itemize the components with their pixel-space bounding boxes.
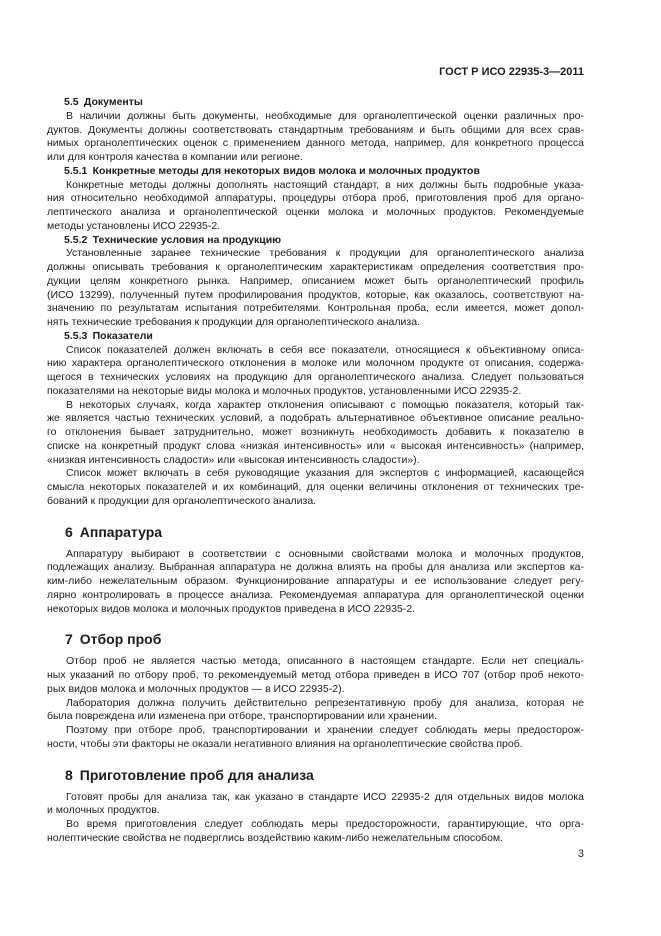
paragraph: [47, 818, 584, 846]
paragraph-line: Конкретные методы должны дополнять настоящий стандарт, в них должны быть подробные указа-: [66, 178, 584, 191]
paragraph-line: нять технические требования к продукции для органолептического анализа.: [47, 316, 420, 328]
paragraph-line: лептического анализа и органолептической оценки молока и молочных продуктов. Рекомендуемые: [47, 206, 584, 218]
paragraph-line: Во время приготовления следует соблюдать меры предосторожности, гарантирующие, что орга-: [66, 818, 584, 830]
paragraph-line: значению по результатам испытания потребителями. Контрольная проба, если имеется, может допол-: [47, 302, 584, 315]
paragraph-line: некоторых видов молока и молочных продуктов приведена в ИСО 22935-2.: [47, 602, 416, 615]
paragraph-line: Аппаратуру выбирают в соответствии с основными свойствами молока и молочных продуктов,: [66, 547, 584, 560]
section-heading: 6 Аппаратура: [65, 523, 163, 540]
paragraph-line: нию характера органолептического отклонения в молоке или молочном продукте от описания, содержа-: [47, 357, 584, 370]
paragraph-line: В наличии должны быть документы, необходимые для органолептической оценки различных про-: [66, 109, 584, 122]
paragraph-line: показателями на некоторые виды молока и молочных продуктов, установленными ИСО 22935-2.: [47, 384, 522, 397]
paragraph-line: Список может включать в себя руководящие указания для экспертов с информацией, касающейся: [66, 467, 584, 480]
paragraph-line: Лаборатория должна получить действительно репрезентативную пробу для анализа, которая не: [66, 696, 584, 709]
paragraph-line: ния относительно необходимой аппаратуры, процедуры отбора проб, приготовления проб для органо-: [47, 192, 584, 205]
paragraph-line: «низкая интенсивность сладости» или «высокая интенсивность сладости»).: [47, 453, 420, 466]
paragraph-line: или для контроля качества в компании или регионе.: [47, 151, 303, 163]
paragraph: [47, 179, 584, 234]
section-subheading: 5.5.3 Показатели: [64, 329, 153, 342]
paragraph: [47, 548, 584, 617]
paragraph-line: нолептические свойства не подверглись воздействию каким-либо нежелательным способом.: [47, 831, 504, 844]
paragraph-line: Установленные заранее технические требования к продукции для органолептического анализа: [66, 247, 584, 260]
paragraph-line: же является частью технических условий, а подобрать альтернативное объективное описание реально-: [47, 412, 584, 425]
paragraph-line: дукции целям конкретного рынка. Например, описанием может быть органолептический профиль: [47, 274, 584, 287]
section-heading: 8 Приготовление проб для анализа: [65, 766, 314, 783]
paragraph-line: смысла некоторых показателей и их комбинаций, для оценки величины отклонения от технических тре-: [47, 481, 584, 493]
paragraph-line: Поэтому при отборе проб, транспортировании и хранении следует соблюдать меры предосторож-: [66, 724, 584, 736]
paragraph-line: Отбор проб не является частью метода, описанного в настоящем стандарте. Если нет специаль-: [66, 655, 584, 668]
section-subheading: 5.5.2 Технические условия на продукцию: [64, 233, 282, 246]
paragraph-line: ким-либо нежелательным образом. Функционирование аппаратуры и ее использование следует регу-: [47, 575, 584, 587]
paragraph: [47, 344, 584, 399]
paragraph: [47, 697, 584, 725]
paragraph: [47, 467, 584, 508]
paragraph-line: подлежащих анализу. Выбранная аппаратура не должна влиять на пробы для анализа или экспертов ка-: [47, 561, 584, 574]
paragraph-line: (ИСО 13299), полученный путем профилирования продуктов, которые, как оказалось, соответствуют на-: [47, 288, 584, 301]
paragraph-line: Готовят пробы для анализа так, как указано в стандарте ИСО 22935-2 для отдельных видов молока: [66, 790, 584, 803]
paragraph-line: должны описывать требования к органолептическим характеристикам определения соответствия про-: [47, 261, 584, 273]
paragraph: [47, 247, 584, 330]
paragraph-line: методы установлены ИСО 22935-2.: [47, 219, 221, 232]
paragraph-line: В некоторых случаях, когда характер отклонения описывают с помощью показателя, который так-: [66, 398, 584, 411]
paragraph-line: бований к продукции для органолептического анализа.: [47, 494, 317, 507]
page-number: 3: [577, 848, 584, 860]
paragraph: [47, 399, 584, 468]
paragraph-line: ности, чтобы эти факторы не оказали негативного влияния на органолептические свойства проб.: [47, 737, 523, 750]
paragraph: [47, 791, 584, 819]
paragraph-line: рых видов молока и молочных продуктов — в ИСО 22935-2).: [47, 682, 345, 695]
section-subheading: 5.5 Документы: [64, 96, 143, 108]
running-header: ГОСТ Р ИСО 22935-3—2011: [439, 66, 584, 78]
paragraph-line: Список показателей должен включать в себя все показатели, относящиеся к объективному описа-: [66, 343, 584, 356]
paragraph-line: ных указаний по отбору проб, то рекомендуемый метод отбора приведен в ИСО 707 (отбор проб некото-: [47, 669, 584, 681]
section-heading: 7 Отбор проб: [65, 631, 162, 648]
paragraph-line: дуктов. Документы должны соответствовать стандартным требованиям и быть общими для всех срав-: [47, 123, 584, 136]
paragraph-line: щегося в технических условиях на продукцию для органолептического анализа. Следует пользоваться: [47, 371, 584, 383]
paragraph-line: была повреждена или изменена при отборе, транспортировании или хранении.: [47, 710, 438, 723]
paragraph-line: го отклонения бывает затруднительно, может возникнуть необходимость добавить к показателю в: [47, 426, 584, 438]
paragraph: [47, 724, 584, 752]
paragraph: [47, 110, 584, 165]
paragraph-line: лярно контролировать в процессе анализа. Рекомендуемая аппаратура для органолептической оценки: [47, 588, 584, 601]
paragraph-line: списке на конкретный продукт слова «низкая интенсивность» или « высокая интенсивность» (например,: [47, 439, 584, 452]
paragraph-line: и молочных продуктов.: [47, 804, 160, 817]
paragraph: [47, 655, 584, 696]
document-content: [47, 96, 584, 846]
paragraph-line: нимых органолептических оценок с применением данного метода, например, для конкретного процесса: [47, 137, 584, 150]
section-subheading: 5.5.1 Конкретные методы для некоторых видов молока и молочных продуктов: [64, 164, 480, 177]
